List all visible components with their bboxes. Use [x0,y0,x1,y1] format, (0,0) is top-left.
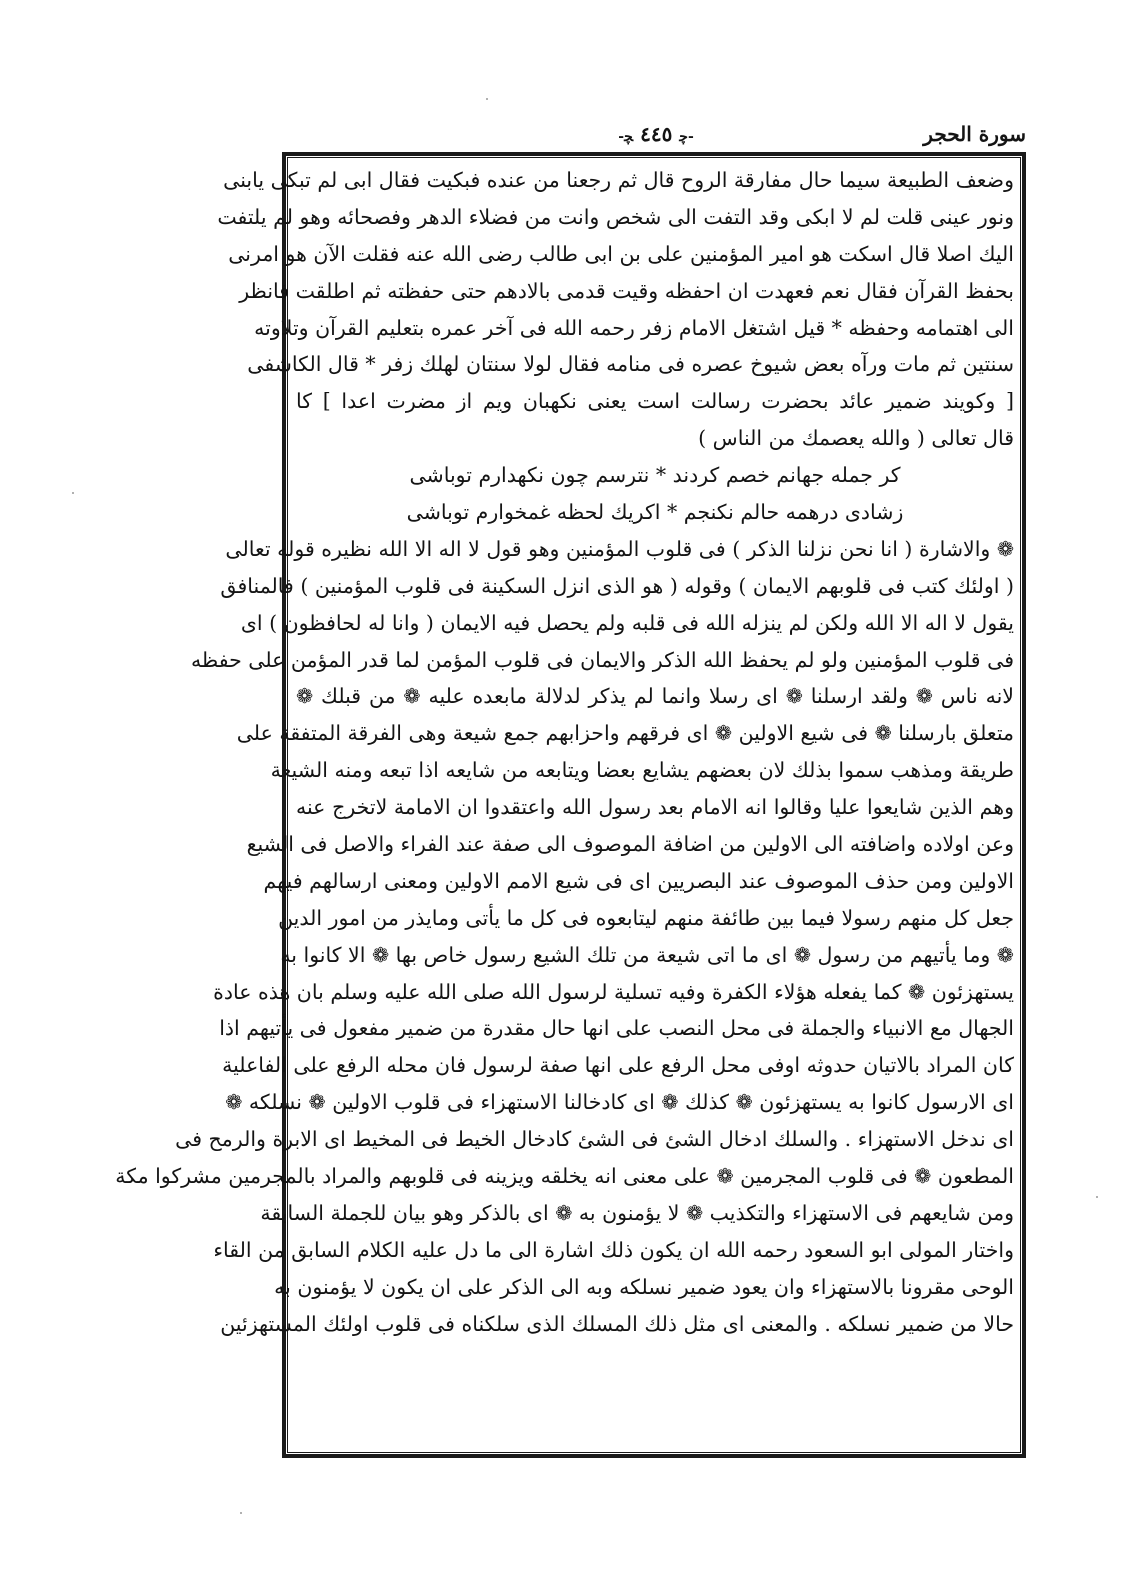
scan-speck [72,492,74,494]
text-line: ( اولئك كتب فى قلوبهم الايمان ) وقوله ( هو الذى انزل السكينة فى قلوب المؤمنين ) فالمنافق [220,573,1014,598]
text-line: ❁ وما يأتيهم من رسول ❁ اى ما اتى شيعة من تلك الشيع رسول خاص بها ❁ الا كانوا به [280,942,1014,967]
main-text [115,162,1014,1343]
page-number: ٤٤٥ [640,122,673,146]
text-line: واختار المولى ابو السعود رحمه الله ان يكون ذلك اشارة الى ما دل عليه الكلام السابق من القاء [213,1237,1014,1262]
scan-speck [486,98,488,100]
text-line: اى ندخل الاستهزاء . والسلك ادخال الشئ فى الشئ كادخال الخيط فى المخيط اى الابرة والرمح فى [175,1127,1014,1152]
text-line: ومن شايعهم فى الاستهزاء والتكذيب ❁ لا يؤمنون به ❁ اى بالذكر وهو بيان للجملة السابقة [260,1200,1014,1225]
text-line: وهم الذين شايعوا عليا وقالوا انه الامام بعد رسول الله واعتقدوا ان الامامة لاتخرج عنه [296,795,1014,820]
text-line: كان المراد بالاتيان حدوثه اوفى محل الرفع على انها صفة لرسول فان محله الرفع على الفاعلية [222,1053,1014,1078]
scan-speck [1096,1196,1098,1198]
text-line: جعل كل منهم رسولا فيما بين طائفة منهم ليتابعوه فى كل ما يأتى ومايذر من امور الدين [278,905,1014,930]
text-line: الاولين ومن حذف الموصوف عند البصريين اى فى شيع الامم الاولين ومعنى ارسالهم فيهم [263,868,1014,893]
text-line: قال تعالى ( والله يعصمك من الناس ) [698,426,1014,451]
page-number-group [576,122,736,146]
text-line: بحفظ القرآن فقال نعم فعهدت ان احفظه وقيت قدمى بالادهم حتى حفظته ثم اطلقت فانظر [239,278,1014,303]
poem-verse: كر جمله جهانم خصم كردند * نترسم چون نكهدارم توباشى [409,463,901,488]
text-line: الجهال مع الانبياء والجملة فى محل النصب على انها حال مقدرة من ضمير مفعول فى يأتيهم اذا [219,1016,1014,1041]
text-line: متعلق بارسلنا ❁ فى شيع الاولين ❁ اى فرقهم واحزابهم جمع شيعة وهى الفرقة المتفقة على [236,721,1014,746]
text-line: ❁ والاشارة ( انا نحن نزلنا الذكر ) فى قلوب المؤمنين وهو قول لا اله الا الله نظيره قوله تعالى [225,536,1014,561]
ornament-right: ﭽ- [624,129,694,145]
text-line: فى قلوب المؤمنين ولو لم يحفظ الله الذكر والايمان فى قلوب المؤمن لما قدر المؤمن على حفظه [190,647,1014,672]
page-header [286,118,1026,154]
text-line: سنتين ثم مات ورآه بعض شيوخ عصره فى منامه فقال لولا سنتان لهلك زفر * قال الكاشفى [247,352,1014,377]
text-line: لانه ناس ❁ ولقد ارسلنا ❁ اى رسلا وانما لم يذكر لدلالة مابعده عليه ❁ من قبلك ❁ [296,684,1014,709]
ornament-left: -ﭼ [618,129,688,145]
text-line: يقول لا اله الا الله ولكن لم ينزله الله فى قلبه ولم يحصل فيه الايمان ( وانا له لحافظون ) اى [240,610,1014,635]
text-line: اليك اصلا قال اسكت هو امير المؤمنين على بن ابى طالب رضى الله عنه فقلت الآن هو امرنى [228,241,1014,266]
text-line: المطعون ❁ فى قلوب المجرمين ❁ على معنى انه يخلقه ويزينه فى قلوبهم والمراد بالمجرمين مشركوا مكة [115,1164,1014,1189]
scan-speck [240,1512,242,1514]
text-line: ونور عينى قلت لم لا ابكى وقد التفت الى شخص وانت من فضلاء الدهر وفصحائه وهو لم يلتفت [217,204,1014,229]
surah-name: سورة الحجر [923,122,1026,146]
text-line: حالا من ضمير نسلكه . والمعنى اى مثل ذلك المسلك الذى سلكناه فى قلوب اولئك المستهزئين [220,1311,1014,1336]
text-line: وعن اولاده واضافته الى الاولين من اضافة الموصوف الى صفة عند الفراء والاصل فى الشيع [246,832,1014,857]
poem-verse: زشادى درهمه حالم نكنجم * اكريك لحظه غمخوارم توباشى [406,500,904,525]
text-line: الى اهتمامه وحفظه * قيل اشتغل الامام زفر رحمه الله فى آخر عمره بتعليم القرآن وتلاوته [254,315,1014,340]
text-line: الوحى مقرونا بالاستهزاء وان يعود ضمير نسلكه وبه الى الذكر على ان يكون لا يؤمنون به [274,1274,1014,1299]
text-line: وضعف الطبيعة سيما حال مفارقة الروح قال ثم رجعنا من عنده فبكيت فقال ابى لم تبكى يابنى [223,168,1014,192]
text-line: اى الارسول كانوا به يستهزئون ❁ كذلك ❁ اى كادخالنا الاستهزاء فى قلوب الاولين ❁ نسلكه ❁ [225,1090,1014,1115]
text-line: [ وكويند ضمير عائد بحضرت رسالت است يعنى نكهبان ويم از مضرت اعدا ] كا [296,389,1014,414]
text-line: يستهزئون ❁ كما يفعله هؤلاء الكفرة وفيه تسلية لرسول الله صلى الله عليه وسلم بان هذه عادة [213,979,1014,1004]
text-line: طريقة ومذهب سموا بذلك لان بعضهم يشايع بعضا ويتابعه من شايعه اذا تبعه ومنه الشيعة [270,758,1014,783]
